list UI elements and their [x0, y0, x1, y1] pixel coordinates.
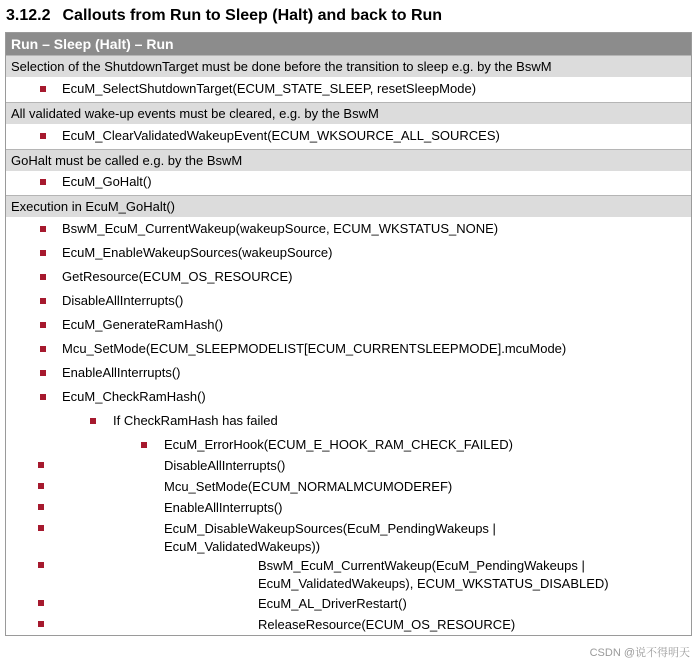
list-item: ReleaseResource(ECUM_OS_RESOURCE) — [258, 617, 516, 632]
list-item: Mcu_SetMode(ECUM_SLEEPMODELIST[ECUM_CURRENTSLEEPMODE].mcuMode) — [62, 341, 567, 356]
bullet-icon — [141, 442, 147, 448]
list-item: DisableAllInterrupts() — [62, 293, 184, 308]
list-item-condition: If CheckRamHash has failed — [113, 413, 278, 428]
section-heading — [6, 6, 442, 26]
list-item: EcuM_DisableWakeupSources(EcuM_PendingWakeups | — [164, 521, 496, 536]
bullet-icon — [40, 298, 46, 304]
list-item-continuation: EcuM_ValidatedWakeups), ECUM_WKSTATUS_DISABLED) — [258, 576, 609, 591]
bullet-icon — [38, 525, 44, 531]
section-number: 3.12.2 — [6, 7, 51, 24]
callout-table — [5, 32, 692, 636]
section-row-execution: Execution in EcuM_GoHalt() — [6, 195, 691, 217]
bullet-icon — [38, 621, 44, 627]
list-item: EcuM_ErrorHook(ECUM_E_HOOK_RAM_CHECK_FAILED) — [164, 437, 513, 452]
watermark-credit: CSDN @说不得明天 — [589, 647, 690, 659]
list-item: EcuM_GenerateRamHash() — [62, 317, 224, 332]
bullet-icon — [40, 370, 46, 376]
bullet-icon — [40, 133, 46, 139]
section-title: Callouts from Run to Sleep (Halt) and back to Run — [62, 7, 443, 24]
section-row-clear-wakeup: All validated wake-up events must be cleared, e.g. by the BswM — [6, 102, 691, 124]
bullet-icon — [40, 346, 46, 352]
list-item: EnableAllInterrupts() — [164, 500, 283, 515]
bullet-icon — [40, 274, 46, 280]
list-item-continuation: EcuM_ValidatedWakeups)) — [164, 539, 321, 554]
list-item: DisableAllInterrupts() — [164, 458, 286, 473]
bullet-icon — [40, 179, 46, 185]
bullet-icon — [40, 250, 46, 256]
bullet-icon — [40, 226, 46, 232]
list-item: EcuM_SelectShutdownTarget(ECUM_STATE_SLEEP, resetSleepMode) — [62, 81, 477, 96]
bullet-icon — [38, 483, 44, 489]
list-item: EnableAllInterrupts() — [62, 365, 181, 380]
list-item: GetResource(ECUM_OS_RESOURCE) — [62, 269, 293, 284]
bullet-icon — [40, 394, 46, 400]
bullet-icon — [40, 322, 46, 328]
bullet-icon — [40, 86, 46, 92]
section-row-gohalt: GoHalt must be called e.g. by the BswM — [6, 149, 691, 171]
list-item: EcuM_ClearValidatedWakeupEvent(ECUM_WKSOURCE_ALL_SOURCES) — [62, 128, 500, 143]
bullet-icon — [38, 600, 44, 606]
bullet-icon — [38, 562, 44, 568]
list-item: EcuM_CheckRamHash() — [62, 389, 206, 404]
list-item: EcuM_GoHalt() — [62, 174, 152, 189]
bullet-icon — [38, 504, 44, 510]
bullet-icon — [38, 462, 44, 468]
bullet-icon — [90, 418, 96, 424]
list-item: EcuM_EnableWakeupSources(wakeupSource) — [62, 245, 333, 260]
list-item: BswM_EcuM_CurrentWakeup(wakeupSource, ECUM_WKSTATUS_NONE) — [62, 221, 499, 236]
list-item: EcuM_AL_DriverRestart() — [258, 596, 407, 611]
table-header: Run – Sleep (Halt) – Run — [6, 33, 691, 55]
section-row-shutdown-target: Selection of the ShutdownTarget must be done before the transition to sleep e.g. by the BswM — [6, 55, 691, 77]
list-item: Mcu_SetMode(ECUM_NORMALMCUMODEREF) — [164, 479, 453, 494]
list-item: BswM_EcuM_CurrentWakeup(EcuM_PendingWakeups | — [258, 558, 585, 573]
